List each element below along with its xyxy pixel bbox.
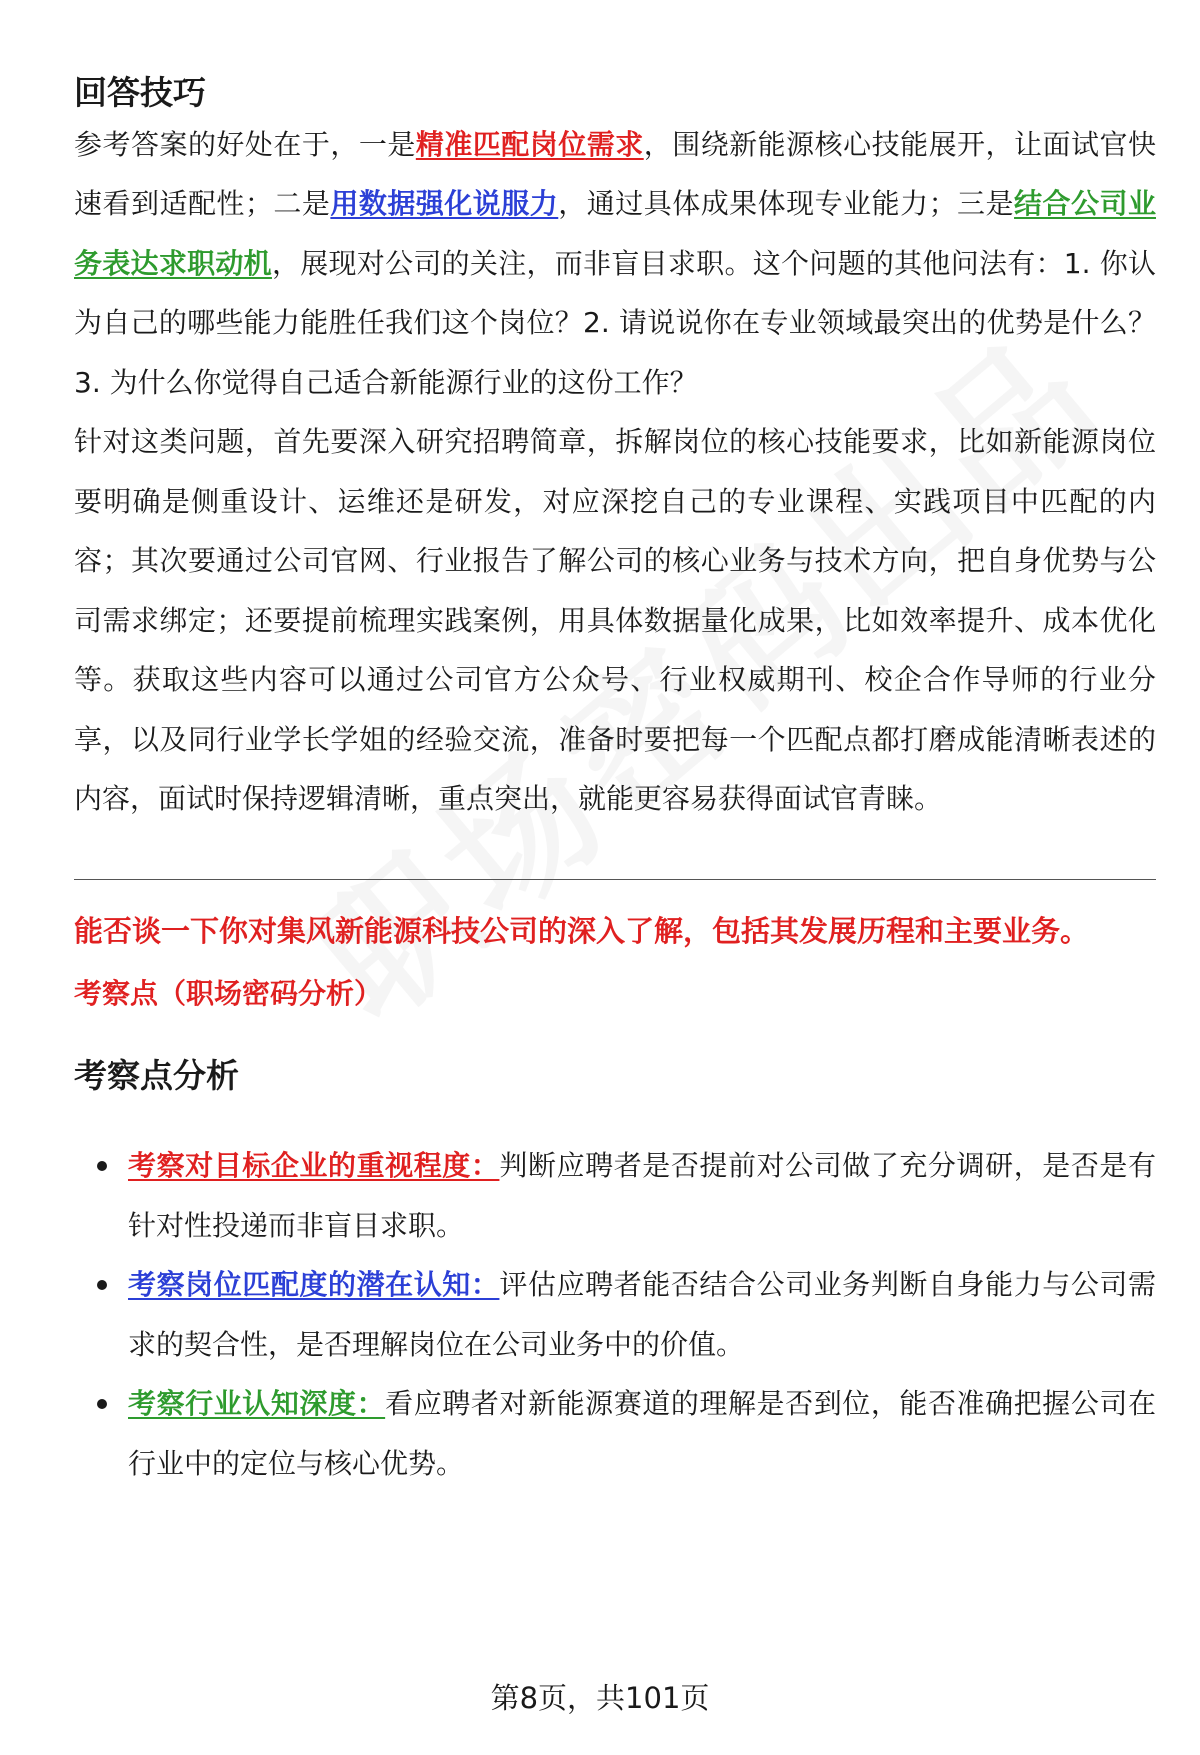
analysis-list [74,1136,1156,1493]
interview-question: 能否谈一下你对集风新能源科技公司的深入了解，包括其发展历程和主要业务。 [74,913,1090,948]
answer-tips-heading: 回答技巧 [74,73,206,112]
analysis-item [74,1136,1156,1255]
text-segment: 参考答案的好处在于，一是 [74,127,416,161]
analysis-heading: 考察点分析 [74,1056,239,1096]
text-segment: ，围绕新能源核心技能展开，让面试官快速看到适配性；二是 [74,127,1156,221]
analysis-item-label: 考察岗位匹配度的潜在认知： [128,1268,500,1302]
analysis-item-label: 考察行业认知深度： [128,1387,386,1421]
analysis-item [74,1255,1156,1374]
analysis-item-text: 看应聘者对新能源赛道的理解是否到位，能否准确把握公司在行业中的定位与核心优势。 [128,1387,1156,1480]
assessment-subheading: 考察点（职场密码分析） [74,977,383,1011]
analysis-item-text: 评估应聘者能否结合公司业务判断自身能力与公司需求的契合性，是否理解岗位在公司业务中的价值。 [128,1268,1156,1361]
text-segment: ，通过具体成果体现专业能力；三是 [558,187,1015,221]
answer-tips-paragraph [74,115,1156,413]
analysis-item-label: 考察对目标企业的重视程度： [128,1149,500,1183]
preparation-paragraph: 针对这类问题，首先要深入研究招聘简章，拆解岗位的核心技能要求，比如新能源岗位要明确是侧重设计、运维还是研发，对应深挖自己的专业课程、实践项目中匹配的内容；其次要通过公司官网、行业报告了解公司的核心业务与技术方向，把自身优势与公司需求绑定；还要提前梳理实践案例，用具体数据量化成果，比如效率提升、成本优化等。获取这些内容可以通过公司官方公众号、行业权威期刊、校企合作导师的行业分享，以及同行业学长学姐的经验交流，准备时要把每一个匹配点都打磨成能清晰表述的内容，面试时保持逻辑清晰，重点突出，就能更容易获得面试官青睐。 [74,425,1156,816]
analysis-item-text: 判断应聘者是否提前对公司做了充分调研，是否是有针对性投递而非盲目求职。 [128,1149,1156,1242]
highlight-precise-match: 精准匹配岗位需求 [415,127,644,161]
text-segment: ，展现对公司的关注，而非盲目求职。这个问题的其他问法有：1. 你认为自己的哪些能力能胜任我们这个岗位？2. 请说说你在专业领域最突出的优势是什么？3. 为什么你觉得自己适合新能源行业的这份工作？ [74,246,1156,399]
section-divider [74,879,1156,880]
page-number-footer: 第8页，共101页 [490,1681,710,1715]
analysis-item [74,1374,1156,1493]
highlight-company-motivation: 结合公司业务表达求职动机 [74,187,1156,280]
document-page [74,66,1156,1493]
highlight-data-persuasion: 用数据强化说服力 [330,187,559,221]
